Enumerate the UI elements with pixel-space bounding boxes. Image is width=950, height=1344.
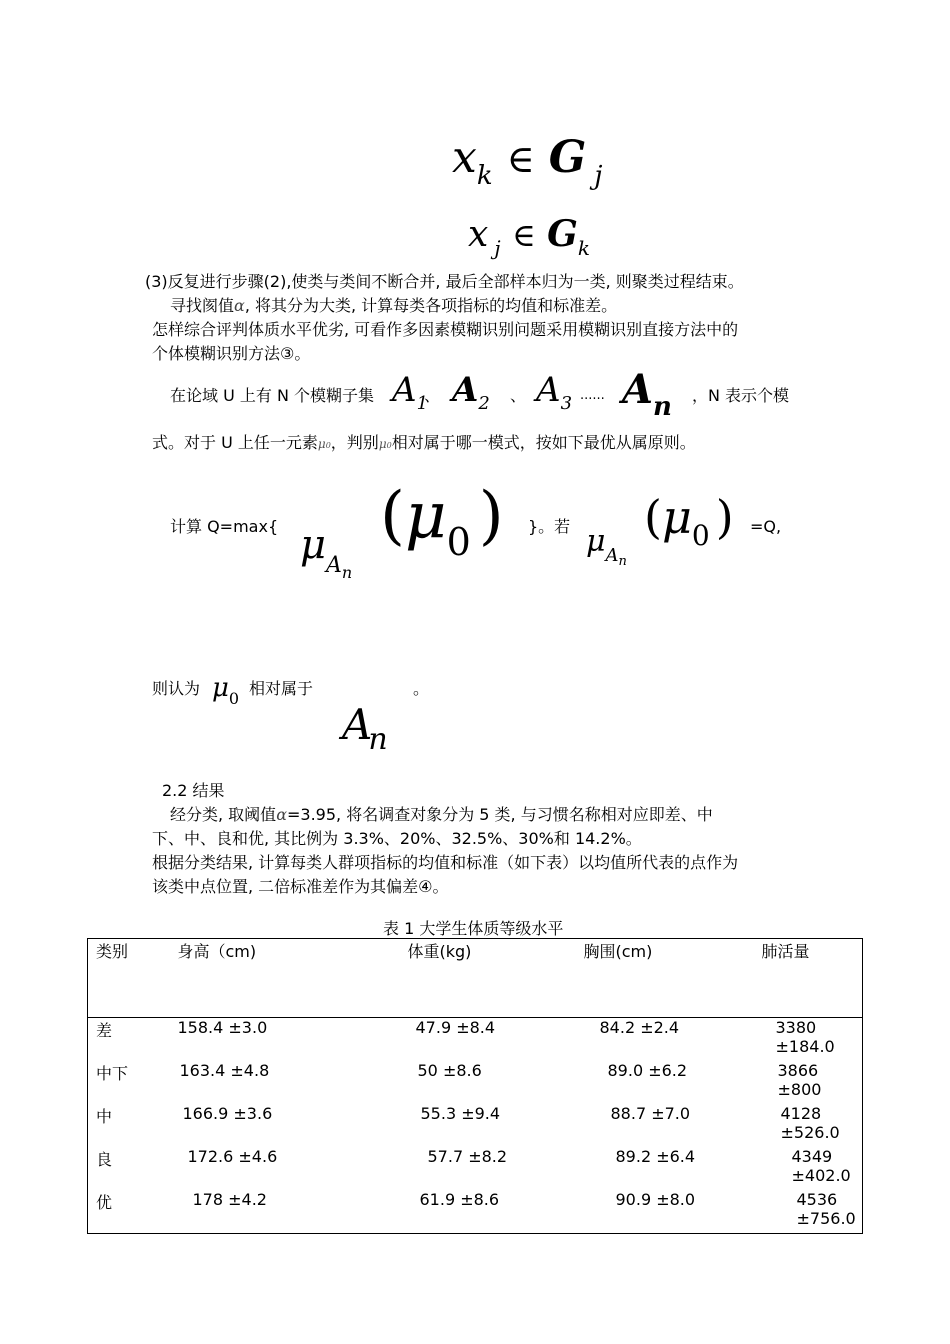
mu0-large: ($\mu_0$ ): [380, 479, 504, 564]
table-row: 良 172.6 ±4.6 57.7 ±8.2 89.2 ±6.4 4349 ±402.0: [96, 1147, 851, 1185]
calc-label: 计算 Q=max{: [170, 517, 279, 536]
header-chest: 胸围(cm): [518, 939, 698, 1018]
section-p2-line1: 根据分类结果, 计算每类人群项指标的均值和标准（如下表）以均值所代表的点作为: [152, 853, 739, 872]
step3-paragraph: (3)反复进行步骤(2),使类与类间不断合并, 最后全部样本归为一类, 则聚类过程结束。: [145, 272, 744, 291]
table-row: 优 178 ±4.2 61.9 ±8.6 90.9 ±8.0 4536 ±756.0: [96, 1190, 856, 1228]
howto-line-2: 个体模糊识别方法③。: [152, 344, 311, 363]
mu0-small: ($\mu_0$ ): [644, 490, 734, 552]
conclusion-mid: 相对属于: [249, 679, 314, 698]
calc-mid: }。若: [528, 517, 571, 536]
table-header-row: [88, 939, 863, 1018]
mode-line: 式。对于 U 上任一元素μ0，判别μ0相对属于哪一模式，按如下最优从属原则。: [152, 433, 696, 452]
section-p1-line2: 下、中、良和优, 其比例为 3.3%、20%、32.5%、30%和 14.2%。: [152, 829, 642, 848]
howto-line-1: 怎样综合评判体质水平优劣, 可看作多因素模糊识别问题采用模糊识别直接方法中的: [152, 320, 739, 339]
table-row: 中下 163.4 ±4.8 50 ±8.6 89.0 ±6.2 3866 ±800: [96, 1061, 822, 1099]
alpha-paragraph: 寻找阂值α, 将其分为大类, 计算每类各项指标的均值和标准差。: [170, 296, 618, 315]
section-p1-line1: 经分类, 取阈值α=3.95, 将名调查对象分为 5 类, 与习惯名称相对应即差、中: [170, 805, 713, 824]
conclusion-end: 。: [413, 679, 430, 698]
section-title: 2.2 结果: [162, 781, 225, 800]
separator-1: 、: [424, 386, 441, 405]
fuzzy-set-a2: $A_2$: [452, 370, 490, 415]
header-vital-capacity: 肺活量: [698, 939, 863, 1018]
table-row: 中 166.9 ±3.6 55.3 ±9.4 88.7 ±7.0 4128 ±526.0: [96, 1104, 840, 1142]
an-conclusion: $A_n$: [342, 700, 388, 757]
conclusion-label: 则认为: [152, 679, 201, 698]
fuzzy-subsets-label: 在论域 U 上有 N 个模糊子集: [170, 386, 375, 405]
physique-level-table: [87, 938, 863, 1234]
fuzzy-set-a3: $A_3$: [536, 370, 573, 415]
formula-xk-in-gj: $x_k$ ∈ G $_j$: [452, 132, 603, 191]
fuzzy-set-an: $A_n$: [622, 366, 672, 422]
fuzzy-subsets-tail: ，N 表示个模: [692, 386, 790, 405]
calc-tail: =Q,: [750, 517, 782, 536]
fuzzy-set-a1: $A_1$: [392, 370, 429, 415]
mu-an-large: $\mu_{A_n}$: [300, 522, 353, 582]
section-p2-line2: 该类中点位置, 二倍标准差作为其偏差④。: [152, 877, 449, 896]
separator-2: 、: [510, 386, 527, 405]
header-height: 身高（cm): [178, 939, 338, 1018]
header-category: 类别: [88, 939, 178, 1018]
ellipsis: ......: [580, 388, 605, 403]
table-caption: 表 1 大学生体质等级水平: [383, 919, 564, 938]
mu-an-small: $\mu_{A_n}$: [586, 524, 627, 569]
formula-xj-in-gk: x $_j$ ∈ $G_k$: [468, 213, 590, 260]
table-row: 差 158.4 ±3.0 47.9 ±8.4 84.2 ±2.4 3380 ±184.0: [96, 1018, 835, 1056]
mu0-conclusion: $\mu_0$: [212, 673, 240, 708]
header-weight: 体重(kg): [338, 939, 518, 1018]
